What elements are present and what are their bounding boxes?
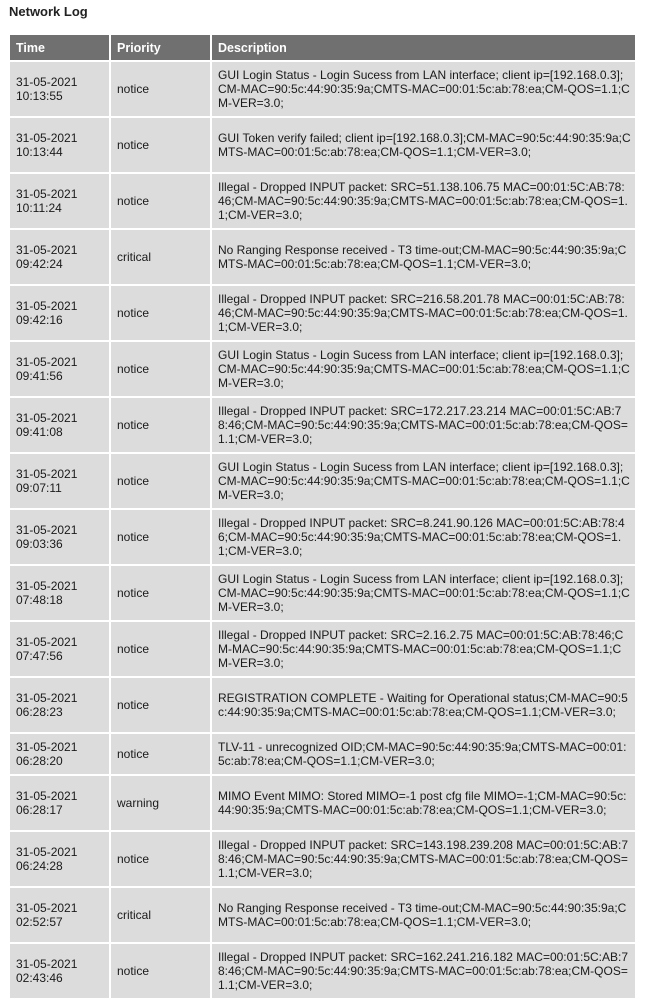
- cell-description: [212, 888, 635, 942]
- cell-priority: notice: [111, 398, 210, 452]
- log-date: 31-05-2021: [16, 579, 78, 593]
- log-time: 07:48:18: [16, 593, 63, 607]
- log-date: 31-05-2021: [16, 355, 78, 369]
- cell-priority: notice: [111, 342, 210, 396]
- cell-priority: notice: [111, 454, 210, 508]
- log-time: 06:24:28: [16, 859, 63, 873]
- log-time: 09:41:08: [16, 425, 63, 439]
- log-date: 31-05-2021: [16, 131, 78, 145]
- log-date: 31-05-2021: [16, 411, 78, 425]
- log-time: 02:52:57: [16, 915, 63, 929]
- log-description: GUI Login Status - Login Sucess from LAN interface; client ip=[192.168.0.3];CM-MAC=90:5c:44:90:35:9a;CMTS-MAC=00:01:5c:ab:78:ea;CM-QOS=1.1;CM-VER=3.0;: [218, 460, 630, 502]
- cell-description: [212, 566, 635, 620]
- cell-description: [212, 454, 635, 508]
- table-row: [10, 230, 635, 284]
- cell-description: [212, 174, 635, 228]
- table-row: [10, 944, 635, 998]
- log-date: 31-05-2021: [16, 691, 78, 705]
- table-row: [10, 62, 635, 116]
- log-time: 09:07:11: [16, 481, 62, 495]
- log-description: TLV-11 - unrecognized OID;CM-MAC=90:5c:44:90:35:9a;CMTS-MAC=00:01:5c:ab:78:ea;CM-QOS=1.1;CM-VER=3.0;: [218, 740, 627, 768]
- cell-time: [10, 888, 109, 942]
- cell-time: [10, 832, 109, 886]
- page-title: Network Log: [9, 4, 88, 19]
- log-description: No Ranging Response received - T3 time-out;CM-MAC=90:5c:44:90:35:9a;CMTS-MAC=00:01:5c:ab:78:ea;CM-QOS=1.1;CM-VER=3.0;: [218, 243, 627, 271]
- log-time: 07:47:56: [16, 649, 63, 663]
- log-time: 06:28:20: [16, 754, 63, 768]
- log-description: Illegal - Dropped INPUT packet: SRC=162.241.216.182 MAC=00:01:5C:AB:78:46;CM-MAC=90:5c:44:90:35:9a;CMTS-MAC=00:01:5c:ab:78:ea;CM-QOS=1.1;CM-VER=3.0;: [218, 950, 629, 992]
- cell-description: [212, 342, 635, 396]
- cell-description: [212, 286, 635, 340]
- table-row: [10, 566, 635, 620]
- log-description: Illegal - Dropped INPUT packet: SRC=8.241.90.126 MAC=00:01:5C:AB:78:46;CM-MAC=90:5c:44:90:35:9a;CMTS-MAC=00:01:5c:ab:78:ea;CM-QOS=1.1;CM-VER=3.0;: [218, 516, 625, 558]
- cell-priority: notice: [111, 944, 210, 998]
- cell-time: [10, 566, 109, 620]
- log-time: 09:41:56: [16, 369, 63, 383]
- cell-priority: notice: [111, 734, 210, 774]
- cell-priority: notice: [111, 62, 210, 116]
- log-date: 31-05-2021: [16, 740, 78, 754]
- table-row: [10, 398, 635, 452]
- log-date: 31-05-2021: [16, 789, 78, 803]
- cell-time: [10, 62, 109, 116]
- log-description: GUI Login Status - Login Sucess from LAN interface; client ip=[192.168.0.3];CM-MAC=90:5c:44:90:35:9a;CMTS-MAC=00:01:5c:ab:78:ea;CM-QOS=1.1;CM-VER=3.0;: [218, 68, 630, 110]
- log-date: 31-05-2021: [16, 187, 78, 201]
- table-row: [10, 174, 635, 228]
- cell-time: [10, 342, 109, 396]
- cell-priority: notice: [111, 510, 210, 564]
- cell-time: [10, 678, 109, 732]
- log-description: Illegal - Dropped INPUT packet: SRC=143.198.239.208 MAC=00:01:5C:AB:78:46;CM-MAC=90:5c:44:90:35:9a;CMTS-MAC=00:01:5c:ab:78:ea;CM-QOS=1.1;CM-VER=3.0;: [218, 838, 629, 880]
- table-row: [10, 888, 635, 942]
- cell-description: [212, 118, 635, 172]
- log-description: Illegal - Dropped INPUT packet: SRC=172.217.23.214 MAC=00:01:5C:AB:78:46;CM-MAC=90:5c:44:90:35:9a;CMTS-MAC=00:01:5c:ab:78:ea;CM-QOS=1.1;CM-VER=3.0;: [218, 404, 628, 446]
- cell-priority: notice: [111, 832, 210, 886]
- cell-time: [10, 622, 109, 676]
- cell-time: [10, 230, 109, 284]
- log-description: Illegal - Dropped INPUT packet: SRC=2.16.2.75 MAC=00:01:5C:AB:78:46;CM-MAC=90:5c:44:90:35:9a;CMTS-MAC=00:01:5c:ab:78:ea;CM-QOS=1.1;CM-VER=3.0;: [218, 628, 624, 670]
- cell-description: [212, 944, 635, 998]
- log-description: GUI Login Status - Login Sucess from LAN interface; client ip=[192.168.0.3];CM-MAC=90:5c:44:90:35:9a;CMTS-MAC=00:01:5c:ab:78:ea;CM-QOS=1.1;CM-VER=3.0;: [218, 348, 630, 390]
- cell-description: [212, 832, 635, 886]
- table-body: [10, 62, 635, 998]
- log-time: 06:28:17: [16, 803, 63, 817]
- cell-time: [10, 454, 109, 508]
- log-date: 31-05-2021: [16, 243, 78, 257]
- cell-time: [10, 734, 109, 774]
- cell-description: [212, 62, 635, 116]
- log-description: REGISTRATION COMPLETE - Waiting for Operational status;CM-MAC=90:5c:44:90:35:9a;CMTS-MAC=00:01:5c:ab:78:ea;CM-QOS=1.1;CM-VER=3.0;: [218, 691, 628, 719]
- column-header-description[interactable]: Description: [212, 35, 635, 60]
- table-row: [10, 776, 635, 830]
- table-row: [10, 678, 635, 732]
- log-description: No Ranging Response received - T3 time-out;CM-MAC=90:5c:44:90:35:9a;CMTS-MAC=00:01:5c:ab:78:ea;CM-QOS=1.1;CM-VER=3.0;: [218, 901, 627, 929]
- cell-priority: notice: [111, 566, 210, 620]
- cell-time: [10, 174, 109, 228]
- log-date: 31-05-2021: [16, 299, 78, 313]
- cell-time: [10, 118, 109, 172]
- cell-description: [212, 734, 635, 774]
- cell-priority: notice: [111, 622, 210, 676]
- cell-description: [212, 622, 635, 676]
- cell-priority: warning: [111, 776, 210, 830]
- table-row: [10, 286, 635, 340]
- cell-time: [10, 398, 109, 452]
- cell-description: [212, 398, 635, 452]
- log-description: MIMO Event MIMO: Stored MIMO=-1 post cfg file MIMO=-1;CM-MAC=90:5c:44:90:35:9a;CMTS-MAC=00:01:5c:ab:78:ea;CM-QOS=1.1;CM-VER=3.0;: [218, 789, 627, 817]
- table-row: [10, 622, 635, 676]
- log-date: 31-05-2021: [16, 635, 78, 649]
- log-time: 09:42:16: [16, 313, 63, 327]
- log-time: 02:43:46: [16, 971, 63, 985]
- log-time: 10:13:44: [16, 145, 63, 159]
- table-row: [10, 734, 635, 774]
- cell-priority: notice: [111, 286, 210, 340]
- cell-priority: notice: [111, 174, 210, 228]
- log-date: 31-05-2021: [16, 75, 78, 89]
- log-description: GUI Token verify failed; client ip=[192.168.0.3];CM-MAC=90:5c:44:90:35:9a;CMTS-MAC=00:01:5c:ab:78:ea;CM-QOS=1.1;CM-VER=3.0;: [218, 131, 631, 159]
- cell-time: [10, 944, 109, 998]
- log-date: 31-05-2021: [16, 523, 78, 537]
- cell-priority: critical: [111, 230, 210, 284]
- cell-time: [10, 286, 109, 340]
- log-date: 31-05-2021: [16, 957, 78, 971]
- cell-time: [10, 776, 109, 830]
- log-description: Illegal - Dropped INPUT packet: SRC=216.58.201.78 MAC=00:01:5C:AB:78:46;CM-MAC=90:5c:44:90:35:9a;CMTS-MAC=00:01:5c:ab:78:ea;CM-QOS=1.1;CM-VER=3.0;: [218, 292, 628, 334]
- cell-priority: notice: [111, 678, 210, 732]
- log-time: 10:13:55: [16, 89, 63, 103]
- table-row: [10, 832, 635, 886]
- cell-description: [212, 678, 635, 732]
- cell-description: [212, 230, 635, 284]
- log-date: 31-05-2021: [16, 845, 78, 859]
- table-row: [10, 454, 635, 508]
- table-row: [10, 118, 635, 172]
- cell-priority: critical: [111, 888, 210, 942]
- log-time: 10:11:24: [16, 201, 62, 215]
- table-row: [10, 510, 635, 564]
- cell-time: [10, 510, 109, 564]
- log-time: 09:03:36: [16, 537, 63, 551]
- log-description: GUI Login Status - Login Sucess from LAN interface; client ip=[192.168.0.3];CM-MAC=90:5c:44:90:35:9a;CMTS-MAC=00:01:5c:ab:78:ea;CM-QOS=1.1;CM-VER=3.0;: [218, 572, 630, 614]
- network-log-table: [8, 33, 637, 1000]
- table-header-row: [10, 35, 635, 60]
- cell-description: [212, 510, 635, 564]
- cell-priority: notice: [111, 118, 210, 172]
- log-time: 06:28:23: [16, 705, 63, 719]
- cell-description: [212, 776, 635, 830]
- column-header-time[interactable]: Time: [10, 35, 109, 60]
- log-date: 31-05-2021: [16, 901, 78, 915]
- table-row: [10, 342, 635, 396]
- log-time: 09:42:24: [16, 257, 63, 271]
- column-header-priority[interactable]: Priority: [111, 35, 210, 60]
- log-description: Illegal - Dropped INPUT packet: SRC=51.138.106.75 MAC=00:01:5C:AB:78:46;CM-MAC=90:5c:44:90:35:9a;CMTS-MAC=00:01:5c:ab:78:ea;CM-QOS=1.1;CM-VER=3.0;: [218, 180, 628, 222]
- log-date: 31-05-2021: [16, 467, 78, 481]
